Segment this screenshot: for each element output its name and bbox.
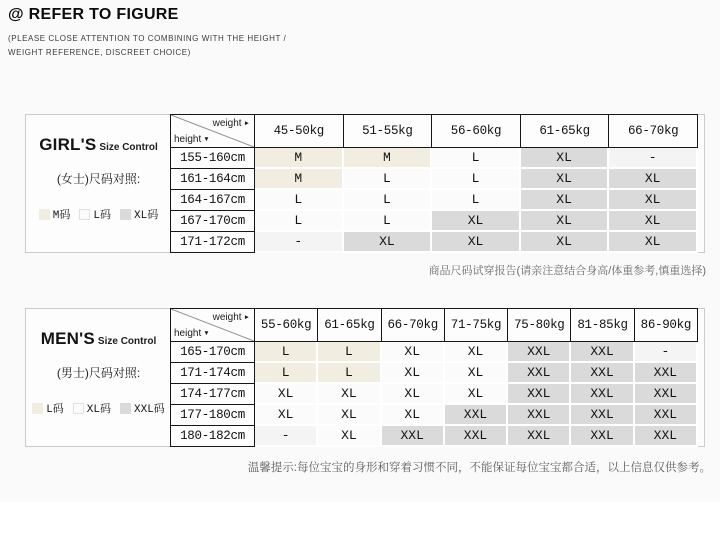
page-title: @ REFER TO FIGURE <box>8 6 179 23</box>
size-value-cell: M <box>344 148 433 169</box>
size-value-cell: XL <box>609 232 698 253</box>
size-value-cell: XXL <box>635 384 698 405</box>
size-value-cell: XL <box>521 232 610 253</box>
mens-size-legend <box>26 400 171 416</box>
size-value-cell: - <box>635 342 698 363</box>
legend-item <box>39 206 71 222</box>
height-axis-label: height ▼ <box>174 328 210 339</box>
size-value-cell: L <box>255 363 318 384</box>
size-value-cell: - <box>255 426 318 447</box>
legend-item <box>73 400 111 416</box>
size-value-cell: L <box>318 363 381 384</box>
size-value-cell: L <box>255 211 344 232</box>
size-value-cell: XL <box>521 211 610 232</box>
girls-section-subtitle-cn: (女士)尺码对照: <box>56 172 141 186</box>
legend-label: XL码 <box>134 210 159 222</box>
size-value-cell: XXL <box>445 405 508 426</box>
mens-side-panel <box>26 309 171 446</box>
size-value-cell: XXL <box>635 426 698 447</box>
legend-item <box>32 400 64 416</box>
down-arrow-icon: ▼ <box>203 135 210 143</box>
legend-label: M码 <box>52 210 71 222</box>
weight-header-cell: 45-50kg <box>255 114 344 148</box>
bottom-note: 温馨提示:每位宝宝的身形和穿着习惯不同，不能保证每位宝宝都合适，以上信息仅供参考。 <box>247 462 711 474</box>
size-value-cell: L <box>432 148 521 169</box>
size-value-cell: XL <box>382 363 445 384</box>
mens-title-suffix: Size Control <box>97 336 157 347</box>
size-value-cell: XL <box>255 384 318 405</box>
legend-label: L码 <box>93 210 111 222</box>
size-value-cell: XL <box>432 232 521 253</box>
size-value-cell: XL <box>318 384 381 405</box>
girls-side-panel <box>26 115 171 252</box>
size-value-cell: XL <box>445 384 508 405</box>
size-value-cell: XXL <box>571 342 634 363</box>
girls-title-main: GIRL'S <box>39 135 97 154</box>
size-value-cell: XXL <box>571 363 634 384</box>
legend-swatch <box>73 403 84 414</box>
size-value-cell: XXL <box>508 384 571 405</box>
table-corner-cell <box>170 308 255 342</box>
weight-header-cell: 56-60kg <box>432 114 521 148</box>
size-value-cell: XXL <box>508 426 571 447</box>
height-range-cell: 167-170cm <box>170 211 255 232</box>
size-value-cell: L <box>255 190 344 211</box>
size-value-cell: XXL <box>571 405 634 426</box>
size-value-cell: XL <box>344 232 433 253</box>
legend-item <box>120 400 165 416</box>
girls-note: 商品尺码试穿报告(请亲注意结合身高/体重参考,慎重选择) <box>428 265 706 277</box>
size-value-cell: XXL <box>508 405 571 426</box>
page-subtitle <box>8 32 286 60</box>
mens-section-title <box>26 329 171 349</box>
table-corner-cell <box>170 114 255 148</box>
size-value-cell: L <box>344 169 433 190</box>
weight-header-cell: 81-85kg <box>571 308 634 342</box>
legend-label: L码 <box>46 404 64 416</box>
size-value-cell: L <box>432 169 521 190</box>
size-value-cell: L <box>344 211 433 232</box>
height-range-cell: 180-182cm <box>170 426 255 447</box>
weight-header-cell: 66-70kg <box>382 308 445 342</box>
legend-label: XL码 <box>86 404 111 416</box>
mens-section-subtitle-cn: (男士)尺码对照: <box>56 366 141 380</box>
weight-header-cell: 86-90kg <box>635 308 698 342</box>
legend-item <box>79 206 111 222</box>
legend-swatch <box>120 403 131 414</box>
height-range-cell: 174-177cm <box>170 384 255 405</box>
size-value-cell: XL <box>318 405 381 426</box>
size-value-cell: XXL <box>508 342 571 363</box>
size-value-cell: XL <box>382 405 445 426</box>
legend-swatch <box>39 209 50 220</box>
legend-label: XXL码 <box>134 404 165 416</box>
size-value-cell: M <box>255 148 344 169</box>
height-range-cell: 155-160cm <box>170 148 255 169</box>
height-range-cell: 171-174cm <box>170 363 255 384</box>
size-value-cell: L <box>318 342 381 363</box>
page-header <box>8 6 286 60</box>
legend-item <box>120 206 158 222</box>
size-value-cell: XXL <box>635 363 698 384</box>
weight-header-cell: 66-70kg <box>609 114 698 148</box>
size-value-cell: XL <box>318 426 381 447</box>
height-range-cell: 171-172cm <box>170 232 255 253</box>
girls-size-table <box>170 114 698 253</box>
weight-header-cell: 55-60kg <box>255 308 318 342</box>
size-value-cell: XL <box>445 363 508 384</box>
size-value-cell: XL <box>255 405 318 426</box>
legend-swatch <box>120 209 131 220</box>
weight-header-cell: 75-80kg <box>508 308 571 342</box>
size-value-cell: XXL <box>571 426 634 447</box>
height-range-cell: 177-180cm <box>170 405 255 426</box>
height-axis-label: height ▼ <box>174 134 210 145</box>
right-arrow-icon: ► <box>243 119 250 127</box>
size-value-cell: XXL <box>382 426 445 447</box>
size-value-cell: XXL <box>508 363 571 384</box>
height-range-cell: 161-164cm <box>170 169 255 190</box>
weight-header-cell: 71-75kg <box>445 308 508 342</box>
size-value-cell: XL <box>521 190 610 211</box>
legend-swatch <box>32 403 43 414</box>
mens-size-section <box>25 308 705 447</box>
down-arrow-icon: ▼ <box>203 329 210 337</box>
size-value-cell: XL <box>521 169 610 190</box>
size-value-cell: XXL <box>445 426 508 447</box>
girls-size-legend <box>26 206 171 222</box>
size-value-cell: L <box>255 342 318 363</box>
size-value-cell: XL <box>521 148 610 169</box>
weight-axis-label: weight ► <box>212 312 250 323</box>
girls-size-section <box>25 114 705 253</box>
girls-title-suffix: Size Control <box>99 142 158 153</box>
page-subtitle-line2: WEIGHT REFERENCE, DISCREET CHOICE) <box>8 48 191 57</box>
page-subtitle-line1: (PLEASE CLOSE ATTENTION TO COMBINING WITH THE HEIGHT / <box>8 34 287 43</box>
size-value-cell: XXL <box>635 405 698 426</box>
size-value-cell: XL <box>609 190 698 211</box>
size-value-cell: XL <box>609 211 698 232</box>
legend-swatch <box>79 209 90 220</box>
size-value-cell: XL <box>432 211 521 232</box>
size-value-cell: M <box>255 169 344 190</box>
size-value-cell: XXL <box>571 384 634 405</box>
size-value-cell: - <box>609 148 698 169</box>
size-value-cell: XL <box>382 342 445 363</box>
mens-size-table <box>170 308 698 447</box>
size-value-cell: L <box>344 190 433 211</box>
weight-header-cell: 51-55kg <box>344 114 433 148</box>
size-value-cell: XL <box>382 384 445 405</box>
girls-section-title <box>26 135 171 155</box>
height-range-cell: 165-170cm <box>170 342 255 363</box>
height-range-cell: 164-167cm <box>170 190 255 211</box>
size-value-cell: XL <box>445 342 508 363</box>
mens-title-main: MEN'S <box>40 329 95 348</box>
weight-header-cell: 61-65kg <box>521 114 610 148</box>
right-arrow-icon: ► <box>243 313 250 321</box>
weight-header-cell: 61-65kg <box>318 308 381 342</box>
size-value-cell: L <box>432 190 521 211</box>
weight-axis-label: weight ► <box>212 118 250 129</box>
size-value-cell: - <box>255 232 344 253</box>
size-value-cell: XL <box>609 169 698 190</box>
